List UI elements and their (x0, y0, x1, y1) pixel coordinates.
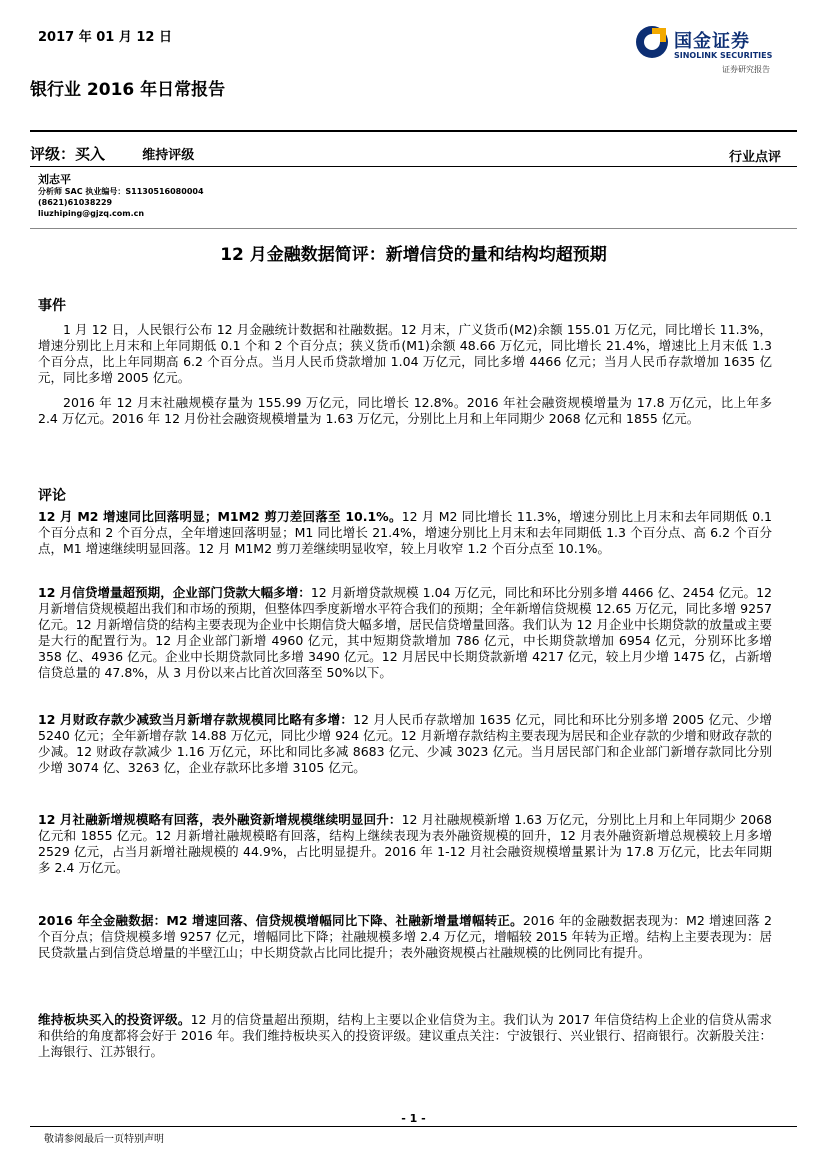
comment-paragraph (38, 812, 772, 876)
disclaimer-note: 敬请参阅最后一页特别声明 (44, 1134, 164, 1145)
analyst-name: 刘志平 (38, 173, 71, 186)
comment-lead: 12 月社融新增规模略有回落，表外融资新增规模继续明显回升： (38, 812, 402, 827)
logo-subtitle: 证券研究报告 (722, 65, 770, 74)
section-heading-comment: 评论 (38, 488, 66, 504)
analyst-phone: (8621)61038229 (38, 198, 113, 207)
comment-paragraph (38, 1012, 772, 1060)
comment-lead: 维持板块买入的投资评级。 (38, 1012, 191, 1027)
event-paragraph: 1 月 12 日，人民银行公布 12 月金融统计数据和社融数据。12 月末，广义货币(M2)余额 155.01 万亿元，同比增长 11.3%，增速分别比上月末和上年同期低 0.1 个和 2 个百分点；狭义货币(M1)余额 48.66 万亿元，同比增长 21.4%，增速比上月末低 1.3 个百分点，比上年同期高 6.2 个百分点。当月人民币贷款增加 1.04 万亿元，同比多增 4466 亿元；当月人民币存款增加 1635 亿元，同比多增 2005 亿元。 (38, 322, 772, 385)
comment-paragraph (38, 509, 772, 557)
main-title: 12 月金融数据简评：新增信贷的量和结构均超预期 (220, 245, 607, 265)
analyst-info (38, 173, 204, 219)
comment-text: 12 月社融规模新增 1.63 万亿元，分别比上月和上年同期少 2068 亿元和 1855 亿元。12 月新增社融规模略有回落，结构上继续表现为表外融资规模的回升，12 月表外融资新增总规模较上月多增 2529 亿元，占当月新增社融规模的 44.9%，占比明显提升。2016 年 1-12 月社会融资规模增量累计为 17.8 万亿元，比去年同期多 2.4 万亿元。 (38, 812, 773, 875)
logo-text-en: SINOLINK SECURITIES (674, 51, 773, 60)
company-logo (634, 24, 794, 84)
comment-text: 12 月的信贷量超出预期，结构上主要以企业信贷为主。我们认为 2017 年信贷结构上企业的信贷从需求和供给的角度都将会好于 2016 年。我们维持板块买入的投资评级。建议重点关注：宁波银行、兴业银行、招商银行。次新股关注：上海银行、江苏银行。 (38, 1012, 772, 1059)
section-heading-event: 事件 (38, 298, 66, 314)
event-paragraph: 2016 年 12 月末社融规模存量为 155.99 万亿元，同比增长 12.8%。2016 年社会融资规模增量为 17.8 万亿元，比上年多 2.4 万亿元。2016 年 12 月份社会融资规模增量为 1.63 万亿元，分别比上月和上年同期少 2068 亿元和 1855 亿元。 (38, 395, 772, 426)
comment-lead: 12 月财政存款少减致当月新增存款规模同比略有多增： (38, 712, 354, 727)
page-number: - 1 - (401, 1112, 426, 1125)
report-type: 行业点评 (728, 150, 781, 165)
logo-mark-icon (634, 24, 670, 60)
divider-footer (30, 1126, 797, 1127)
rating-maintain: 维持评级 (142, 148, 195, 163)
comment-text: 12 月新增贷款规模 1.04 万亿元，同比和环比分别多增 4466 亿、2454 亿元。12 月新增信贷规模超出我们和市场的预期，但整体四季度新增水平符合我们的预期；全年新增信贷规模 12.65 万亿元，同比多增 9257 亿元。12 月新增信贷的结构主要表现为企业中长期信贷大幅多增，居民信贷增量回落。我们认为 12 月企业中长期贷款的放量或主要是大行的配置行为。12 月企业部门新增 4960 亿元，其中短期贷款增加 786 亿元，中长期贷款增加 6954 亿元，分别环比多增 358 亿、4936 亿元。企业中长期贷款同比多增 3490 亿元。12 月居民中长期贷款新增 4217 亿元，较上月少增 1475 亿，占新增信贷总量的 47.8%，从 3 月份以来占比首次回落至 50%以下。 (38, 585, 773, 680)
divider-title (30, 228, 797, 229)
comment-lead: 2016 年全金融数据：M2 增速回落、信贷规模增幅同比下降、社融新增量增幅转正。 (38, 913, 523, 928)
report-date: 2017 年 01 月 12 日 (38, 30, 172, 45)
comment-text: 2016 年的金融数据表现为：M2 增速回落 2 个百分点；信贷规模多增 9257 亿元，增幅同比下降；社融规模多增 2.4 万亿元，增幅较 2015 年转为正增。结构上主要表现为：居民贷款量占到信贷总增量的半壁江山；中长期贷款占比同比提升；表外融资规模占社融规模的比例同比有提升。 (38, 913, 772, 960)
comment-paragraph (38, 585, 772, 681)
comment-lead: 12 月信贷增量超预期，企业部门贷款大幅多增： (38, 585, 311, 600)
analyst-cert: 分析师 SAC 执业编号：S1130516080004 (38, 187, 204, 196)
comment-lead: 12 月 M2 增速同比回落明显；M1M2 剪刀差回落至 10.1%。 (38, 509, 402, 524)
comment-text: 12 月 M2 同比增长 11.3%，增速分别比上月末和去年同期低 0.1 个百分点和 2 个百分点，全年增速回落明显；M1 同比增长 21.4%，增速分别比上月末和去年同期低 1.3 个百分点、高 6.2 个百分点，M1 增速继续明显回落。12 月 M1M2 剪刀差继续明显收窄，较上月收窄 1.2 个百分点至 10.1%。 (38, 509, 772, 556)
comment-paragraph (38, 712, 772, 776)
analyst-email: liuzhiping@gjzq.com.cn (38, 209, 145, 218)
divider-rating (30, 166, 797, 167)
logo-text-cn: 国金证券 (674, 31, 750, 52)
divider-top (30, 130, 797, 132)
comment-text: 12 月人民币存款增加 1635 亿元，同比和环比分别多增 2005 亿元、少增 5240 亿元；全年新增存款 14.88 万亿元，同比少增 924 亿元。12 月新增存款结构主要表现为居民和企业存款的少增和财政存款的少减。12 财政存款减少 1.16 万亿元，环比和同比多减 8683 亿元、少减 3023 亿元。当月居民部门和企业部门新增存款同比分别少增 3074 亿、3263 亿，企业存款环比多增 3105 亿元。 (38, 712, 773, 775)
rating-block (30, 143, 194, 164)
report-title: 银行业 2016 年日常报告 (30, 80, 226, 100)
comment-paragraph (38, 913, 772, 961)
rating-label: 评级：买入 (30, 145, 106, 163)
